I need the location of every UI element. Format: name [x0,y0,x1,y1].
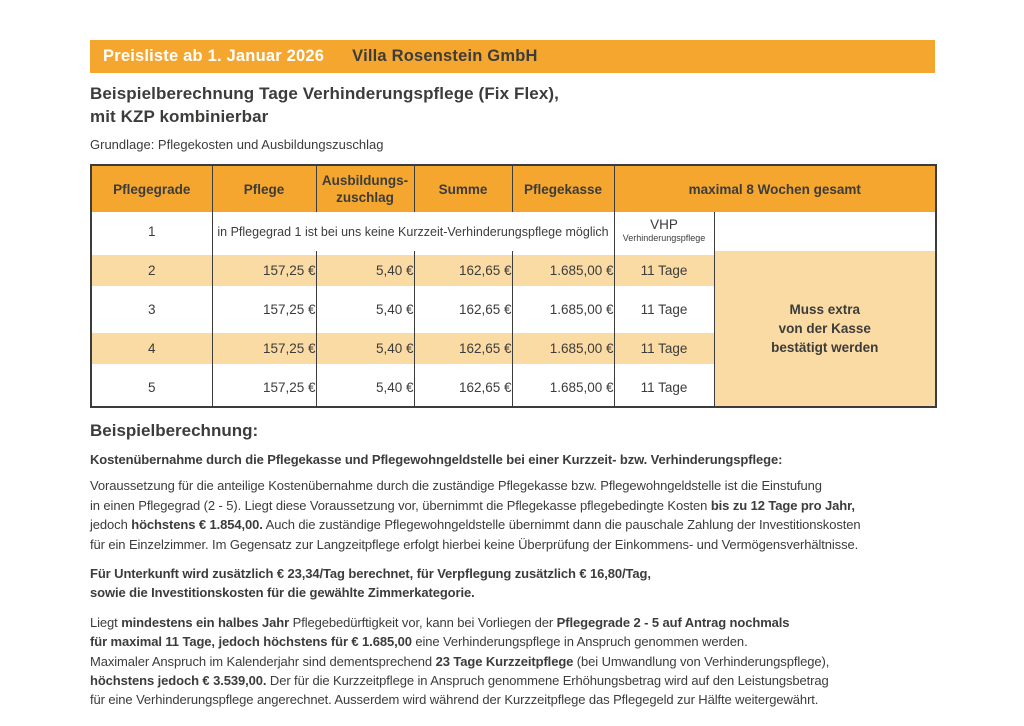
bold-text: Kostenübernahme durch die Pflegekasse und Pflegewohngeldstelle bei einer Kurzzeit- bzw. Verhinderungspflege: [90,452,783,467]
document-title-line2: mit KZP kombinierbar [90,107,269,126]
empty-cell [714,212,936,251]
grade-cell: 5 [91,368,212,407]
grade-cell: 1 [91,212,212,251]
summe-cell: 162,65 € [414,251,512,290]
bold-text: mindestens ein halbes Jahr [121,614,290,630]
pflege-cell: 157,25 € [212,251,316,290]
zuschlag-cell: 5,40 € [316,290,414,329]
summe-cell: 162,65 € [414,368,512,407]
text: in einen Pflegegrad (2 - 5). Liegt diese Voraussetzung vor, übernimmt die Pflegekasse pflegebedingte Kosten [90,497,711,513]
document-title [90,82,1024,128]
tage-cell: 11 Tage [614,368,714,407]
text: für ein Einzelzimmer. Im Gegensatz zur Langzeitpflege erfolgt hierbei keine Überprüfung der Einkommens- und Vermögensverhältnisse. [90,536,859,552]
header-banner [90,40,935,73]
kasse-cell: 1.685,00 € [512,251,614,290]
text-line [90,583,1024,602]
paragraph-entitlement [90,613,1024,710]
text-line: von der Kasse [778,321,871,336]
header-max-weeks: maximal 8 Wochen gesamt [614,165,936,212]
table-header-row [91,165,936,212]
text: für eine Verhinderungspflege angerechnet. Ausserdem wird während der Kurzzeitpflege das Pflegegeld zur Hälfte weitergewährt. [90,692,819,708]
company-name: Villa Rosenstein GmbH [352,47,538,65]
bold-text: 23 Tage Kurzzeitpflege [435,653,574,669]
text-line [90,671,1024,690]
summe-cell: 162,65 € [414,290,512,329]
header-ausbildungszuschlag [316,165,414,212]
text: jedoch [90,517,132,533]
bold-text: bis zu 12 Tage pro Jahr, [710,497,855,513]
text-line [90,515,1024,534]
text-line [90,450,1024,469]
bold-text: höchstens jedoch € 3.539,00. [90,673,267,689]
zuschlag-cell: 5,40 € [316,329,414,368]
text-line: bestätigt werden [771,340,879,355]
header-pflegekasse: Pflegekasse [512,165,614,212]
paragraph-accommodation [90,564,1024,603]
table-row-grade-1 [91,212,936,251]
grade-cell: 2 [91,251,212,290]
text: Voraussetzung für die anteilige Kostenübernahme durch die zuständige Pflegekasse bzw. Pflegewohngeldstelle ist die Einstufung [90,478,822,494]
text: Pflegebedürftigkeit vor, kann bei Vorliegen der [289,614,557,630]
example-heading: Beispielberechnung: [90,421,259,440]
document-title-line1: Beispielberechnung Tage Verhinderungspflege (Fix Flex), [90,84,559,103]
tage-cell: 11 Tage [614,251,714,290]
text: eine Verhinderungspflege in Anspruch genommen werden. [411,634,748,650]
header-summe: Summe [414,165,512,212]
paragraph-requirements [90,476,1024,554]
header-pflege: Pflege [212,165,316,212]
bold-text: höchstens € 1.854,00. [131,517,263,533]
text-line [90,690,1024,709]
text-line: Muss extra [789,302,861,317]
text-line [90,564,1024,583]
text-line: zuschlag [336,190,394,205]
grade1-notice: in Pflegegrad 1 ist bei uns keine Kurzzeit-Verhinderungspflege möglich [212,212,614,251]
grade-cell: 4 [91,329,212,368]
zuschlag-cell: 5,40 € [316,368,414,407]
vhp-abbr: VHP [650,217,678,232]
header-pflegegrade: Pflegegrade [91,165,212,212]
basis-line: Grundlage: Pflegekosten und Ausbildungszuschlag [90,137,384,152]
pricing-table [90,164,937,408]
bold-text: Pflegegrade 2 - 5 auf Antrag nochmals [556,614,790,630]
vhp-cell [614,212,714,251]
pflege-cell: 157,25 € [212,290,316,329]
table-row-grade-2 [91,251,936,290]
text: Maximaler Anspruch im Kalenderjahr sind dementsprechend [90,653,436,669]
text: (bei Umwandlung von Verhinderungspflege), [573,653,830,669]
kasse-cell: 1.685,00 € [512,329,614,368]
pflege-cell: 157,25 € [212,368,316,407]
vhp-label: Verhinderungspflege [622,233,706,243]
pflege-cell: 157,25 € [212,329,316,368]
bold-text: Für Unterkunft wird zusätzlich € 23,34/Tag berechnet, für Verpflegung zusätzlich € 16,80/Tag, [90,566,651,582]
kasse-cell: 1.685,00 € [512,290,614,329]
kasse-cell: 1.685,00 € [512,368,614,407]
text-line: Ausbildungs- [321,173,409,188]
pricelist-title: Preisliste ab 1. Januar 2026 [103,47,325,65]
text-line [90,535,1024,554]
bold-text: sowie die Investitionskosten für die gewählte Zimmerkategorie. [90,585,475,601]
text-line [90,632,1024,651]
text-line [90,613,1024,632]
tage-cell: 11 Tage [614,290,714,329]
zuschlag-cell: 5,40 € [316,251,414,290]
approval-note [714,251,936,407]
summe-cell: 162,65 € [414,329,512,368]
text-line [90,496,1024,515]
paragraph-cost-coverage [90,450,1024,469]
text: Der für die Kurzzeitpflege in Anspruch genommene Erhöhungsbetrag wird auf den Leistungsbetrag [266,673,829,689]
text-line [90,476,1024,495]
bold-text: für maximal 11 Tage, jedoch höchstens für € 1.685,00 [90,634,412,650]
text: Auch die zuständige Pflegewohngeldstelle übernimmt dann die pauschale Zahlung der Investitionskosten [262,517,861,533]
tage-cell: 11 Tage [614,329,714,368]
grade-cell: 3 [91,290,212,329]
text: Liegt [90,614,122,630]
text-line [90,652,1024,671]
